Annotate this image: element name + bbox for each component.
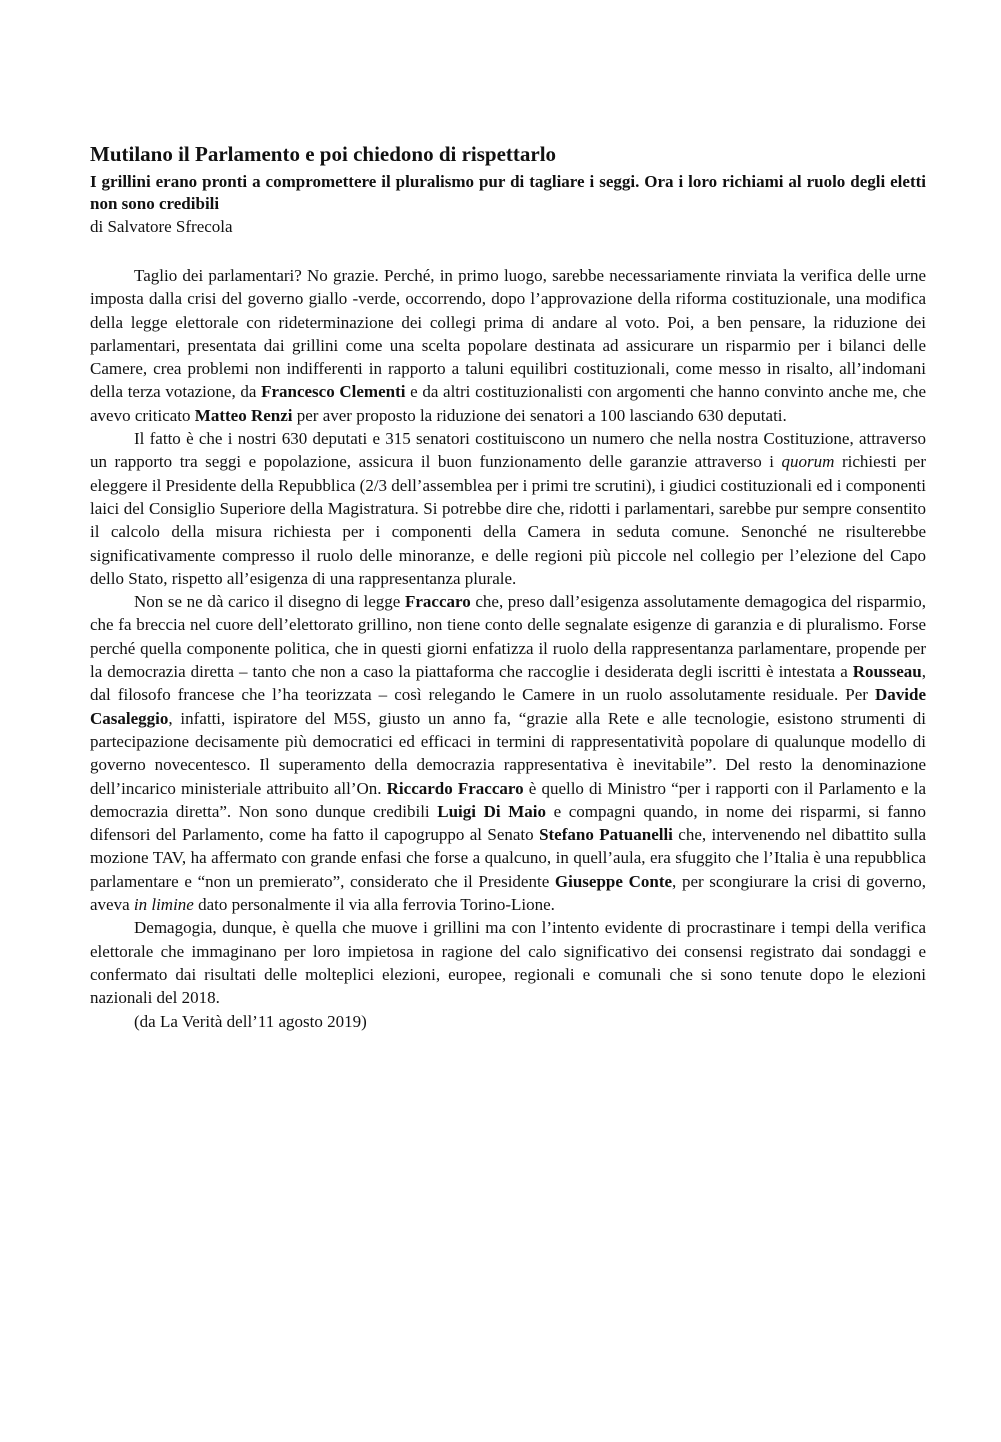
person-name: Giuseppe Conte [554, 871, 673, 891]
text-run: Il fatto è che i nostri 630 deputati e 315 senatori costituiscono un numero che nella nostra Costituzione, attraverso un rapporto tra seggi e popolazione, assicura il buon funzionamento delle garanzie attraverso i [90, 429, 926, 472]
text-run: Non se ne dà carico il disegno di legge [134, 592, 405, 612]
article-byline: di Salvatore Sfrecola [90, 217, 233, 236]
text-run: Taglio dei parlamentari? No grazie. Perché, in primo luogo, sarebbe necessariamente rinviata la verifica delle urne imposta dalla crisi del governo giallo -verde, occorrendo, dopo l’approvazione della riforma costituzionale, una modifica della legge elettorale con rideterminazione dei collegi prima di andare al voto. Poi, a ben pensare, la riduzione dei parlamentari, presentata dai grillini come una scelta popolare destinata ad assicurare un risparmio per i bilanci delle Camere, crea problemi non indifferenti in rapporto a taluni equilibri costituzionali, come messo in risalto, all’indomani della terza votazione, da [90, 266, 926, 402]
person-name: Luigi Di Maio [437, 801, 546, 821]
text-run: che, preso dall’esigenza assolutamente demagogica del risparmio, che fa breccia nel cuore dell’elettorato grillino, non tiene conto delle segnalate esigenze di garanzia e di pluralismo. Forse perché quella componente politica, che in questi giorni enfatizza il ruolo della rappresentanza parlamentare, propende per la democrazia diretta – tanto che non a caso la piattaforma che raccoglie i desiderata degli iscritti è intestata a [90, 592, 926, 682]
article-title: Mutilano il Parlamento e poi chiedono di rispettarlo [90, 142, 557, 166]
text-run: , per scongiurare la crisi di governo, aveva [90, 871, 926, 915]
source-note: (da La Verità dell’11 agosto 2019) [134, 1011, 367, 1031]
article-body [90, 264, 926, 1033]
person-name: Riccardo Fraccaro [386, 778, 524, 798]
text-run: per aver proposto la riduzione dei senatori a 100 lasciando 630 deputati. [292, 405, 787, 425]
paragraph-1 [90, 264, 926, 427]
text-run: che, intervenendo nel dibattito sulla mozione TAV, ha affermato con grande enfasi che forse a qualcuno, in quell’aula, era sfuggito che l’Italia è una repubblica parlamentare e “non un premierato”, considerato che il Presidente [90, 825, 926, 891]
article [90, 140, 926, 1033]
text-run: richiesti per eleggere il Presidente della Repubblica (2/3 dell’assemblea per i primi tre scrutini), i giudici costituzionali ed i componenti laici del Consiglio Superiore della Magistratura. Si potrebbe dire che, ridotti i parlamentari, sarebbe pur sempre consentito il calcolo della misura richiesta per i componenti della Camera in seduta comune. Senonché ne risulterebbe significativamente compresso il ruolo delle minoranze, e delle regioni più piccole nel collegio per l’elezione del Capo dello Stato, rispetto all’esigenza di una rappresentanza plurale. [90, 452, 927, 588]
paragraph-3 [90, 590, 926, 916]
paragraph-4 [90, 916, 926, 1009]
text-run: Demagogia, dunque, è quella che muove i grillini ma con l’intento evidente di procrastinare i tempi della verifica elettorale che immaginano per loro impietosa in ragione del calo significativo dei consensi registrato dai sondaggi e confermato dai risultati delle molteplici elezioni, europee, regionali e comunali che si sono tenute dopo le elezioni nazionali del 2018. [90, 918, 926, 1008]
person-name: Stefano Patuanelli [539, 825, 673, 845]
italic-term: in limine [133, 895, 194, 915]
person-name: Francesco Clementi [261, 382, 406, 402]
person-name: Davide Casaleggio [90, 685, 926, 728]
text-run: è quello di Ministro “per i rapporti con il Parlamento e la democrazia diretta”. Non sono dunque credibili [90, 778, 926, 821]
person-name: Matteo Renzi [194, 405, 293, 425]
article-subtitle: I grillini erano pronti a compromettere il pluralismo pur di tagliare i seggi. Ora i loro richiami al ruolo degli eletti non sono credibili [90, 172, 926, 213]
paragraph-2 [90, 427, 926, 590]
italic-term: quorum [781, 452, 835, 472]
text-run: , dal filosofo francese che l’ha teorizzata – così relegando le Camere in un ruolo assolutamente residuale. Per [90, 662, 926, 705]
text-run: e compagni quando, in nome dei risparmi, si fanno difensori del Parlamento, come ha fatto il capogruppo al Senato [90, 801, 926, 845]
text-run: , infatti, ispiratore del M5S, giusto un anno fa, “grazie alla Rete e alle tecnologie, esistono strumenti di partecipazione decisamente più democratici ed efficaci in termini di rappresentatività popolare di qualunque modello di governo novecentesco. Il superamento della democrazia rappresentativa è inevitabile”. Del resto la denominazione dell’incarico ministeriale attribuito all’On. [90, 708, 926, 798]
person-name: Rousseau [852, 662, 922, 682]
person-name: Fraccaro [404, 592, 471, 612]
text-run: e da altri costituzionalisti con argomenti che hanno convinto anche me, che avevo criticato [90, 382, 927, 425]
text-run: dato personalmente il via alla ferrovia Torino-Lione. [193, 895, 555, 915]
